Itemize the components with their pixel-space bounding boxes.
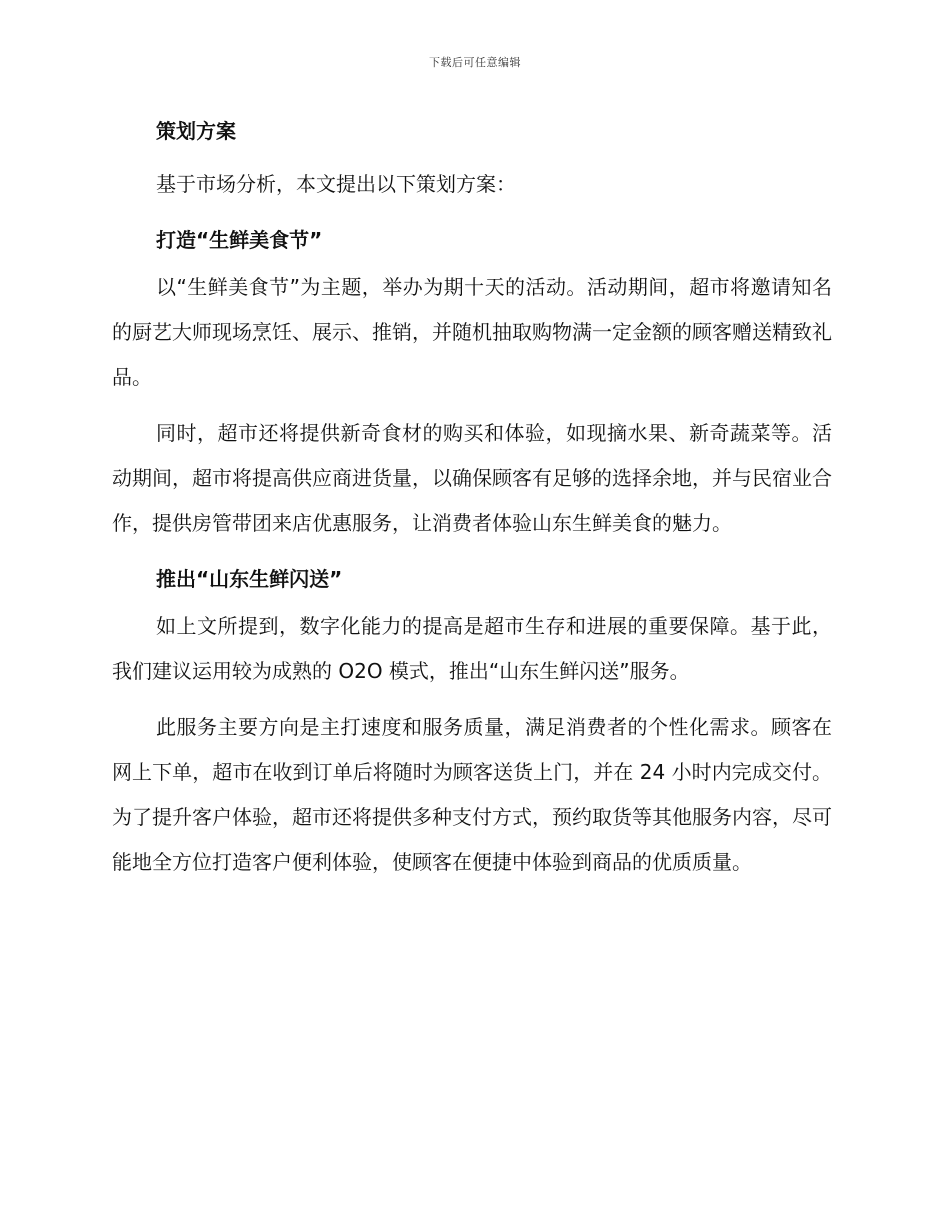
festival-heading: 打造“生鲜美食节” [156,228,323,252]
document-body [112,112,832,885]
o2o-heading: 推出“山东生鲜闪送” [156,567,343,591]
plan-title-heading: 策划方案 [156,119,236,143]
o2o-paragraph-2: 此服务主要方向是主打速度和服务质量，满足消费者的个性化需求。顾客在网上下单，超市在收到订单后将随时为顾客送货上门，并在 24 小时内完成交付。为了提升客户体验，超市还将提供多种支付方式，预约取货等其他服务内容，尽可能地全方位打造客户便利体验，使顾客在便捷中体验到商品的优质质量。 [112,715,832,874]
festival-paragraph-2: 同时，超市还将提供新奇食材的购买和体验，如现摘水果、新奇蔬菜等。活动期间，超市将提高供应商进货量，以确保顾客有足够的选择余地，并与民宿业合作，提供房管带团来店优惠服务，让消费者体验山东生鲜美食的魅力。 [112,421,832,535]
page-header-note: 下载后可任意编辑 [429,56,521,69]
o2o-paragraph-1: 如上文所提到，数字化能力的提高是超市生存和进展的重要保障。基于此，我们建议运用较为成熟的 O2O 模式，推出“山东生鲜闪送”服务。 [112,614,832,683]
festival-paragraph-1: 以“生鲜美食节”为主题，举办为期十天的活动。活动期间，超市将邀请知名的厨艺大师现场烹饪、展示、推销，并随机抽取购物满一定金额的顾客赠送精致礼品。 [112,275,832,389]
intro-paragraph: 基于市场分析，本文提出以下策划方案： [156,172,516,196]
